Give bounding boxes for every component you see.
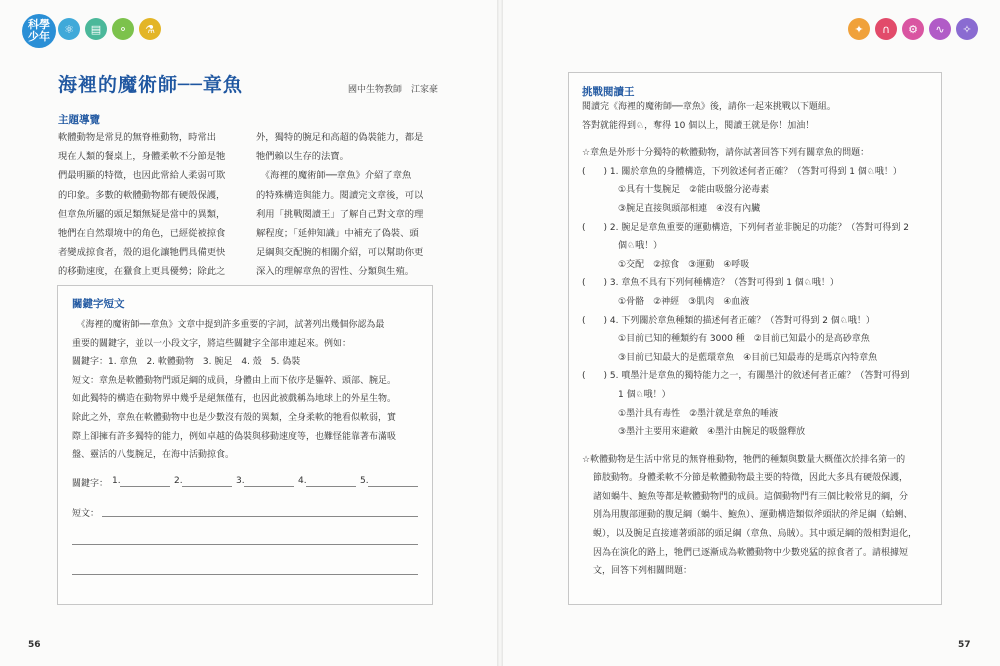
keyword-instructions bbox=[72, 316, 422, 465]
keyword-blank-number: 5. bbox=[360, 476, 369, 486]
passage-line: 文，回答下列相關問題： bbox=[593, 566, 693, 577]
intro-line: 外，獨特的腕足和高超的偽裝能力，都是 bbox=[256, 132, 424, 143]
essay-line-3[interactable] bbox=[72, 574, 418, 575]
keyword-text-line: 關鍵字：1. 章魚 2. 軟體動物 3. 腕足 4. 殼 5. 偽裝 bbox=[72, 357, 301, 368]
magazine-logo bbox=[22, 14, 56, 48]
spacer bbox=[582, 135, 932, 144]
intro-line: 深入的理解章魚的習性、分類與生殖。 bbox=[256, 266, 415, 278]
intro-line: 《海裡的魔術師──章魚》介紹了章魚 bbox=[256, 170, 412, 182]
question-options: ①交配 ②掠食 ③運動 ④呼吸 bbox=[618, 259, 750, 270]
challenge-line: ( ) 2. 腕足是章魚重要的運動構造，下列何者並非腕足的功能？（答對可得到 2 bbox=[582, 222, 909, 233]
essay-label: 短文： bbox=[72, 509, 100, 519]
challenge-line: ☆軟體動物是生活中常見的無脊椎動物，牠們的種類與數量大概僅次於排名第一的 bbox=[582, 454, 906, 465]
challenge-line: ☆章魚是外形十分獨特的軟體動物，請你試著回答下列有關章魚的問題： bbox=[582, 148, 870, 159]
question-options: ①骨骼 ②神經 ③肌肉 ④血液 bbox=[618, 296, 750, 307]
dna-icon: ∿ bbox=[929, 18, 951, 40]
document-icon: ▤ bbox=[85, 18, 107, 40]
intro-line: 軟體動物是常見的無脊椎動物，時常出 bbox=[58, 132, 217, 143]
keyword-text-line: 際上卻擁有許多獨特的能力，例如卓越的偽裝與移動速度等，也難怪能靠著布滿吸 bbox=[72, 431, 397, 442]
intro-line: 現在人類的餐桌上，身體柔軟不分節是牠 bbox=[58, 151, 226, 163]
challenge-line: ( ) 5. 噴墨汁是章魚的獨特能力之一，有關墨汁的敘述何者正確？（答對可得到 bbox=[582, 371, 910, 382]
intro-line: 牠們在自然環境中的角色，已經從被掠食 bbox=[58, 228, 226, 240]
keyword-heading: 關鍵字短文 bbox=[72, 298, 125, 310]
passage-line: 蜆），以及腕足直接連著頭部的頭足綱（章魚、烏賊）。其中頭足綱的殼相對退化， bbox=[593, 529, 918, 540]
intro-line: 牠們賴以生存的法寶。 bbox=[256, 151, 349, 163]
bulb-icon: ✦ bbox=[848, 18, 870, 40]
question-options: ③腕足直接與頭部相連 ④沒有內臟 bbox=[618, 203, 761, 214]
keyword-blank-line[interactable] bbox=[306, 486, 356, 487]
intro-heading: 主題導覽 bbox=[58, 114, 100, 126]
challenge-line: ( ) 1. 關於章魚的身體構造，下列敘述何者正確？（答對可得到 1 個♘哦！） bbox=[582, 166, 902, 177]
keyword-blank-number: 2. bbox=[174, 476, 183, 486]
challenge-line: 閱讀完《海裡的魔術師──章魚》後，請你一起來挑戰以下題組。 bbox=[582, 102, 836, 112]
keyword-blank-line[interactable] bbox=[368, 486, 418, 487]
essay-line-2[interactable] bbox=[72, 544, 418, 545]
intro-line: 利用「挑戰閱讀王」了解自己對文章的理 bbox=[256, 208, 424, 220]
intro-line: 解程度；「延伸知識」中補充了偽裝、頭 bbox=[256, 228, 419, 240]
article-title: 海裡的魔術師──章魚 bbox=[58, 74, 243, 96]
keyword-fill-label: 關鍵字： bbox=[72, 479, 109, 489]
keyword-text-line: 如此獨特的構造在動物界中幾乎是絕無僅有，也因此被戲稱為地球上的外星生物。 bbox=[72, 394, 397, 405]
keyword-blank-number: 4. bbox=[298, 476, 307, 486]
challenge-line: ( ) 4. 下列關於章魚種類的描述何者正確？（答對可得到 2 個♘哦！） bbox=[582, 315, 875, 326]
keyword-text-line: 重要的關鍵字，並以一小段文字，將這些關鍵字全部串連起來。例如： bbox=[72, 338, 352, 349]
article-author: 國中生物教師 江家豪 bbox=[348, 85, 439, 95]
keyword-blank-line[interactable] bbox=[244, 486, 294, 487]
magnet-icon: ∩ bbox=[875, 18, 897, 40]
essay-line-1[interactable] bbox=[102, 516, 418, 517]
passage-line: 因為在演化的路上，牠們已逐漸成為軟體動物中少數兇猛的掠食者了。請根據短 bbox=[593, 547, 909, 558]
keyword-blank-line[interactable] bbox=[120, 486, 170, 487]
intro-line: 足綱與交配腕的相關介紹，可以幫助你更 bbox=[256, 247, 424, 259]
passage-line: 諸如蝸牛、鮑魚等都是軟體動物門的成員。這個動物門有三個比較常見的綱，分 bbox=[593, 491, 909, 502]
intro-line: 的印象。多數的軟體動物都有硬殼保護， bbox=[58, 189, 226, 201]
keyword-blank-number: 1. bbox=[112, 476, 121, 486]
question-continuation: 1 個♘哦！） bbox=[618, 389, 671, 400]
question-options: ③墨汁主要用來避敵 ④墨汁由腕足的吸盤釋放 bbox=[618, 427, 806, 438]
passage-line: 節肢動物。身體柔軟不分節是軟體動物最主要的特徵，因此大多具有硬殼保護， bbox=[593, 473, 909, 484]
gear-icon: ⚙ bbox=[902, 18, 924, 40]
book-spine bbox=[497, 0, 503, 666]
atom-icon: ⚛ bbox=[58, 18, 80, 40]
keyword-blank-number: 3. bbox=[236, 476, 245, 486]
keyword-text-line: 短文：章魚是軟體動物門頭足綱的成員，身體由上而下依序是軀幹、頭部、腕足。 bbox=[72, 375, 397, 386]
intro-line: 的移動速度，在獵食上更具優勢；除此之 bbox=[58, 266, 226, 278]
question-continuation: 個♘哦！） bbox=[618, 241, 663, 252]
flask-icon: ⚗ bbox=[139, 18, 161, 40]
keyword-blank-line[interactable] bbox=[182, 486, 232, 487]
intro-line: 但章魚所屬的頭足類無疑是當中的異類， bbox=[58, 208, 226, 220]
challenge-content bbox=[582, 98, 932, 581]
logo-line2: 少年 bbox=[28, 30, 50, 43]
question-options: ①墨汁具有毒性 ②墨汁就是章魚的唾液 bbox=[618, 408, 779, 419]
intro-line: 者變成掠食者，殼的退化讓牠們具備更快 bbox=[58, 247, 226, 259]
intro-column-1 bbox=[58, 128, 240, 282]
intro-line: 們最明顯的特徵，也因此常給人柔弱可欺 bbox=[58, 170, 226, 182]
question-options: ③目前已知最大的是藍環章魚 ④目前已知最毒的是瑪京內特章魚 bbox=[618, 352, 878, 363]
intro-column-2 bbox=[256, 128, 438, 282]
intro-line: 的特殊構造與能力。閱讀完文章後，可以 bbox=[256, 189, 424, 201]
question-options: ①具有十隻腕足 ②能由吸盤分泌毒素 bbox=[618, 185, 770, 196]
logo-line1: 科學 bbox=[28, 18, 50, 31]
challenge-line: 答對就能得到♘，奪得 10 個以上，閱讀王就是你！加油！ bbox=[582, 120, 815, 131]
passage-line: 別為用腹部運動的腹足綱（蝸牛、鮑魚）、運動構造類似斧頭狀的斧足綱（蛤蜊、 bbox=[593, 510, 913, 521]
question-options: ①目前已知的種類約有 3000 種 ②目前已知最小的是高砂章魚 bbox=[618, 334, 870, 345]
challenge-line: ( ) 3. 章魚不具有下列何種構造？（答對可得到 1 個♘哦！） bbox=[582, 278, 839, 289]
keyword-text-line: 除此之外，章魚在軟體動物中也是少數沒有殼的異類，全身柔軟的牠看似軟弱，實 bbox=[72, 412, 397, 423]
spacer bbox=[582, 442, 932, 451]
satellite-icon: ✧ bbox=[956, 18, 978, 40]
page-number-right: 57 bbox=[958, 640, 971, 650]
molecule-icon: ⚬ bbox=[112, 18, 134, 40]
page-number-left: 56 bbox=[28, 640, 41, 650]
keyword-text-line: 盤、靈活的八隻腕足，在海中活動掠食。 bbox=[72, 450, 235, 461]
challenge-heading: 挑戰閱讀王 bbox=[582, 86, 635, 98]
keyword-text-line: 《海裡的魔術師──章魚》文章中提到許多重要的字詞，試著列出幾個你認為最 bbox=[72, 320, 385, 330]
